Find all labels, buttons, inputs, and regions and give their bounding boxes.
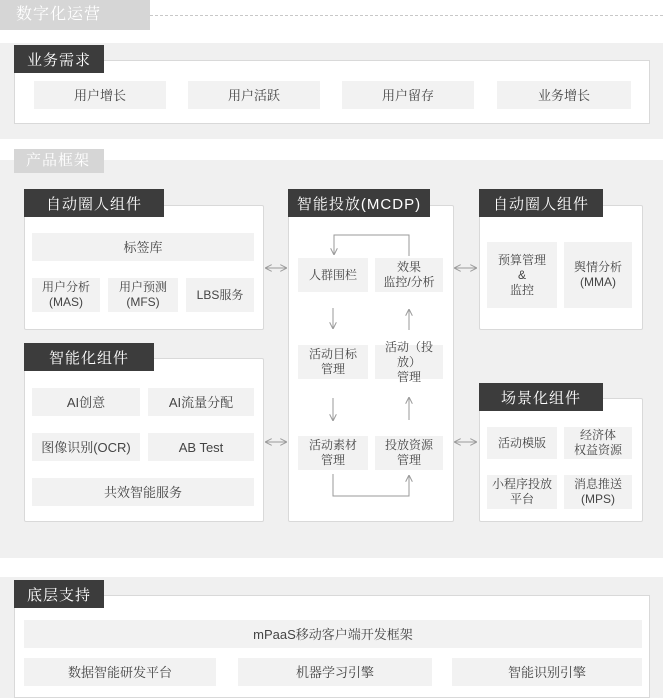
right-bottom-title: 场景化组件 bbox=[479, 383, 603, 411]
budget-mgmt-monitoring: 预算管理 & 监控 bbox=[487, 242, 557, 308]
need-user-retention: 用户留存 bbox=[342, 81, 474, 109]
need-user-active: 用户活跃 bbox=[188, 81, 320, 109]
business-needs-title: 业务需求 bbox=[14, 45, 104, 73]
right-top-title: 自动圈人组件 bbox=[479, 189, 603, 217]
ai-traffic-allocation: AI流量分配 bbox=[148, 388, 254, 416]
campaign-goal-mgmt: 活动目标 管理 bbox=[298, 345, 368, 379]
campaign-material-mgmt: 活动素材 管理 bbox=[298, 436, 368, 470]
loop-bottom bbox=[333, 474, 409, 496]
economy-benefit-resources: 经济体 权益资源 bbox=[564, 427, 632, 459]
user-prediction-mfs: 用户预测 (MFS) bbox=[108, 278, 178, 312]
smart-recognition-engine: 智能识别引擎 bbox=[452, 658, 642, 686]
ai-creative: AI创意 bbox=[32, 388, 140, 416]
ab-test: AB Test bbox=[148, 433, 254, 461]
product-framework-title: 产品框架 bbox=[14, 149, 104, 173]
shared-smart-service: 共效智能服务 bbox=[32, 478, 254, 506]
need-user-growth: 用户增长 bbox=[34, 81, 166, 109]
section-tab-digital-ops: 数字化运营 bbox=[0, 0, 150, 30]
foundation-title: 底层支持 bbox=[14, 580, 104, 608]
loop-top bbox=[334, 235, 409, 256]
user-analysis-mas: 用户分析 (MAS) bbox=[32, 278, 100, 312]
mpaas-framework: mPaaS移动客户端开发框架 bbox=[24, 620, 642, 648]
need-business-growth: 业务增长 bbox=[497, 81, 631, 109]
mini-program-delivery: 小程序投放 平台 bbox=[487, 475, 557, 509]
campaign-delivery-mgmt: 活动（投放） 管理 bbox=[375, 345, 443, 379]
sentiment-analysis-mma: 舆情分析 (MMA) bbox=[564, 242, 632, 308]
effect-monitoring: 效果 监控/分析 bbox=[375, 258, 443, 292]
campaign-template: 活动模版 bbox=[487, 427, 557, 459]
data-intelligence-platform: 数据智能研发平台 bbox=[24, 658, 216, 686]
machine-learning-engine: 机器学习引擎 bbox=[238, 658, 432, 686]
tag-library: 标签库 bbox=[32, 233, 254, 261]
left-bottom-title: 智能化组件 bbox=[24, 343, 154, 371]
message-push-mps: 消息推送 (MPS) bbox=[564, 475, 632, 509]
delivery-resource-mgmt: 投放资源 管理 bbox=[375, 436, 443, 470]
center-title: 智能投放(MCDP) bbox=[288, 189, 430, 217]
lbs-service: LBS服务 bbox=[186, 278, 254, 312]
left-top-title: 自动圈人组件 bbox=[24, 189, 164, 217]
image-recognition-ocr: 图像识别(OCR) bbox=[32, 433, 140, 461]
crowd-fence: 人群围栏 bbox=[298, 258, 368, 292]
